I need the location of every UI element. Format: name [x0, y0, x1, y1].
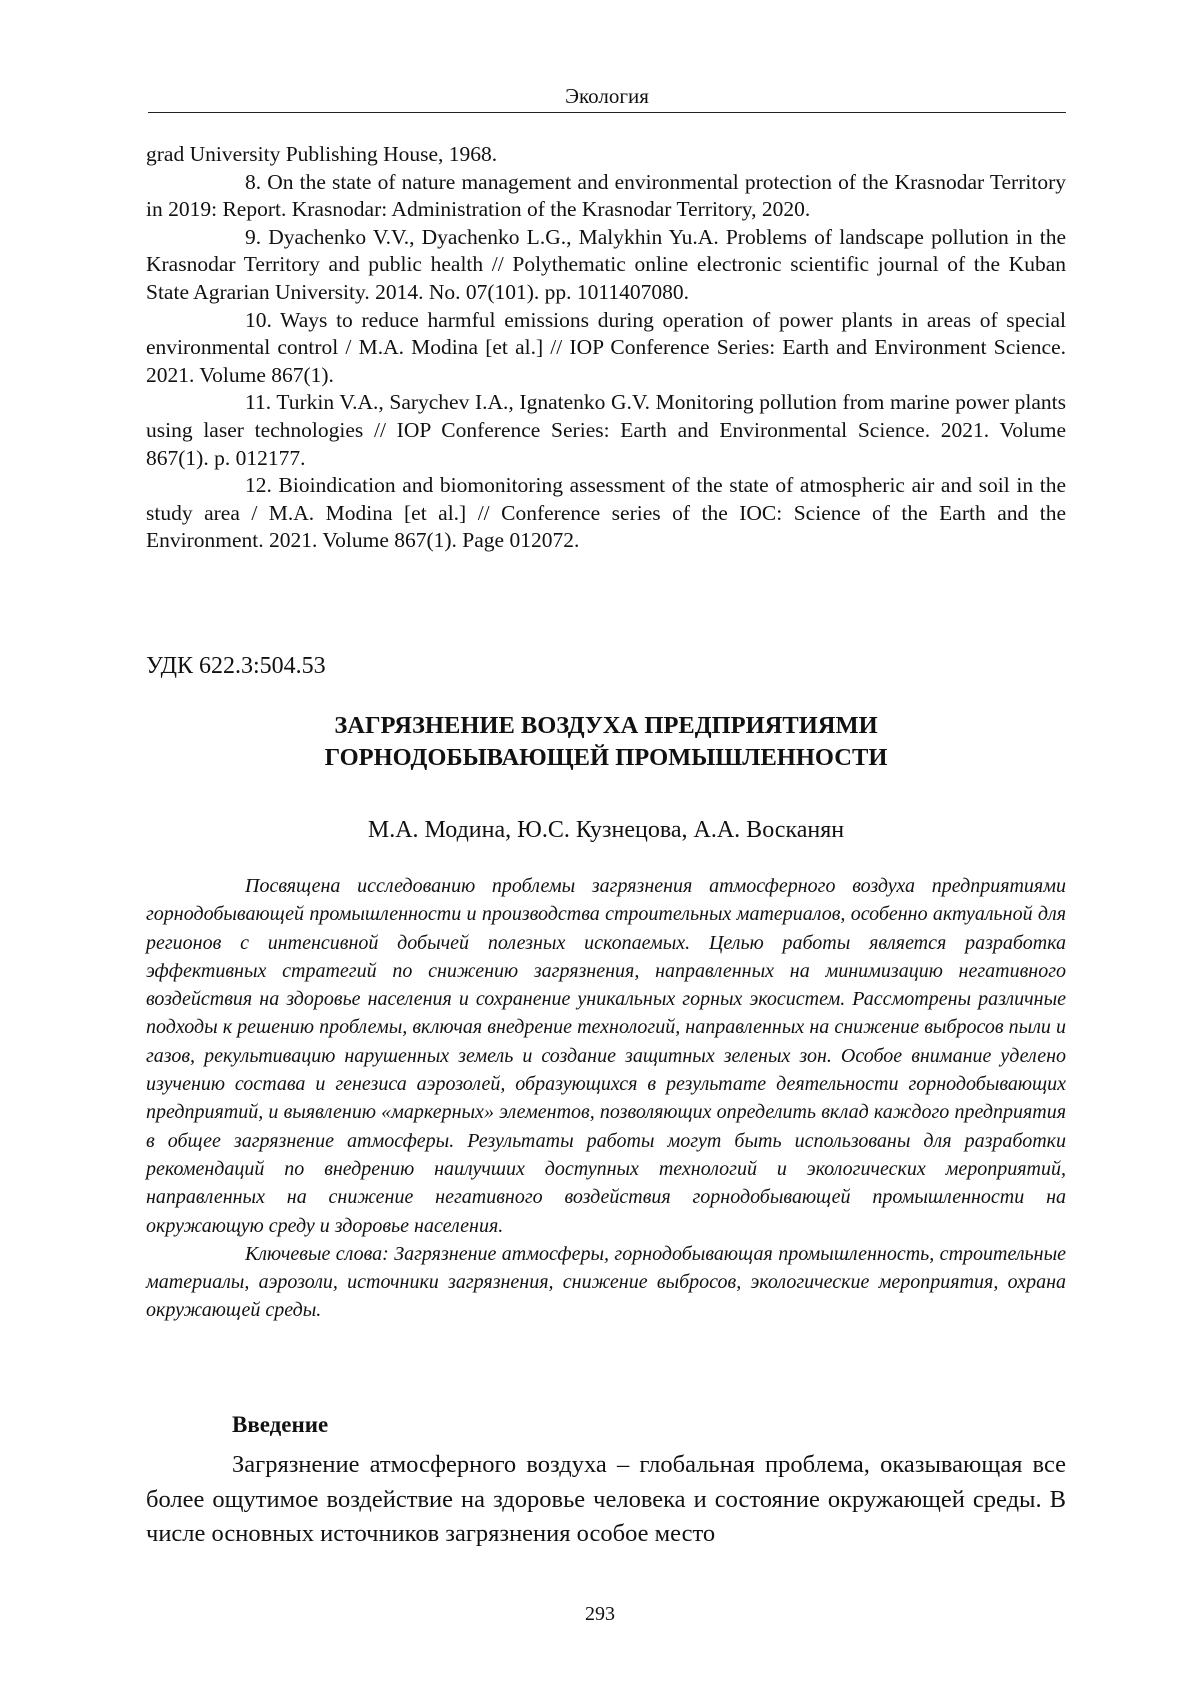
keywords-text: Ключевые слова: Загрязнение атмосферы, горнодобывающая промышленность, строительные материалы, аэрозоли, источники загрязнения, снижение выбросов, экологические мероприятия, охрана окружающей среды.	[146, 1242, 1066, 1322]
section-heading: Введение	[232, 1412, 329, 1437]
reference-item: 9. Dyachenko V.V., Dyachenko L.G., Malykhin Yu.A. Problems of landscape pollution in the Krasnodar Territory and public health // Polythematic online electronic scientific journal of the Kuban State Agrarian University. 2014. No. 07(101). pp. 1011407080.	[146, 224, 1066, 304]
reference-item: 12. Bioindication and biomonitoring assessment of the state of atmospheric air and soil in the study area / M.A. Modina [et al.] // Conference series of the IOC: Science of the Earth and the Environment. 2021. Volume 867(1). Page 012072.	[146, 473, 1066, 553]
udk-code: УДК 622.3:504.53	[146, 653, 326, 679]
reference-item: 11. Turkin V.A., Sarychev I.A., Ignatenko G.V. Monitoring pollution from marine power plants using laser technologies // IOP Conference Series: Earth and Environmental Science. 2021. Volume 867(1). p. 012177.	[146, 390, 1066, 470]
article-authors: М.А. Модина, Ю.С. Кузнецова, А.А. Восканян	[367, 817, 845, 843]
references-list	[146, 141, 1066, 555]
running-header: Экология	[148, 84, 1066, 113]
reference-item: 10. Ways to reduce harmful emissions during operation of power plants in areas of special environmental control / M.A. Modina [et al.] // IOP Conference Series: Earth and Environment Science. 2021. Volume 867(1).	[146, 307, 1066, 387]
article-title-line: ЗАГРЯЗНЕНИЕ ВОЗДУХА ПРЕДПРИЯТИЯМИ	[334, 712, 878, 739]
page-number: 293	[585, 1603, 615, 1625]
intro-body	[146, 1448, 1066, 1552]
article-title-line: ГОРНОДОБЫВАЮЩЕЙ ПРОМЫШЛЕННОСТИ	[324, 744, 888, 771]
reference-item: 8. On the state of nature management and environmental protection of the Krasnodar Territory in 2019: Report. Krasnodar: Administration of the Krasnodar Territory, 2020.	[146, 169, 1066, 222]
article-title	[146, 710, 1066, 774]
abstract-text: Посвящена исследованию проблемы загрязнения атмосферного воздуха предприятиями горнодобывающей промышленности и производства строительных материалов, особенно актуальной для регионов с интенсивной добычей полезных ископаемых. Целью работы является разработка эффективных стратегий по снижению загрязнения, направленных на минимизацию негативного воздействия на здоровье населения и сохранение уникальных горных экосистем. Рассмотрены различные подходы к решению проблемы, включая внедрение технологий, направленных на снижение выбросов пыли и газов, рекультивацию нарушенных земель и создание защитных зеленых зон. Особое внимание уделено изучению состава и генезиса аэрозолей, образующихся в результате деятельности горнодобывающих предприятий, и выявлению «маркерных» элементов, позволяющих определить вклад каждого предприятия в общее загрязнение атмосферы. Результаты работы могут быть использованы для разработки рекомендаций по внедрению наилучших доступных технологий и экологических мероприятий, направленных на снижение негативного воздействия горнодобывающей промышленности на окружающую среду и здоровье населения.	[146, 875, 1066, 1237]
intro-paragraph: Загрязнение атмосферного воздуха – глобальная проблема, оказывающая все более ощутимое воздействие на здоровье человека и состояние окружающей среды. В числе основных источников загрязнения особое место	[146, 1451, 1066, 1547]
reference-item: grad University Publishing House, 1968.	[146, 142, 498, 166]
abstract-block	[146, 872, 1066, 1325]
